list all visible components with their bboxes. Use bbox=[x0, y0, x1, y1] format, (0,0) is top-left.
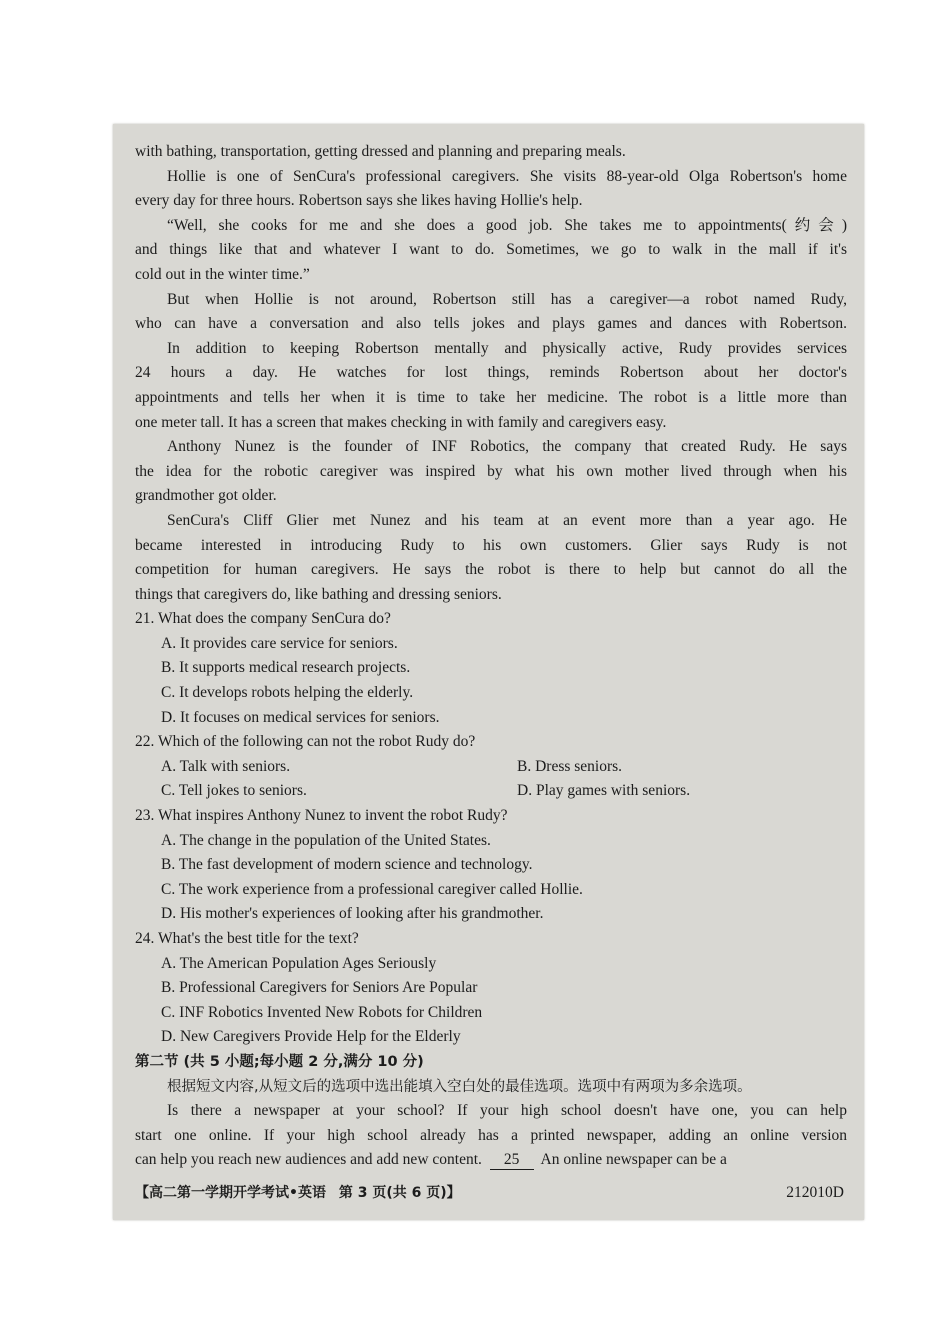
answer-option: B. It supports medical research projects. bbox=[161, 659, 411, 677]
option-row bbox=[135, 779, 847, 804]
answer-option: C. Tell jokes to seniors. bbox=[161, 782, 307, 800]
exam-page bbox=[113, 124, 864, 1220]
passage-line: things that caregivers do, like bathing and dressing seniors. bbox=[135, 585, 502, 603]
section-two-heading: 第二节 (共 5 小题;每小题 2 分,满分 10 分) bbox=[135, 1053, 424, 1070]
passage-line: Anthony Nunez is the founder of INF Robotics, the company that created Rudy. He says bbox=[167, 438, 847, 456]
answer-option: B. Professional Caregivers for Seniors Are Popular bbox=[161, 979, 478, 997]
passage-line: Hollie is one of SenCura's professional caregivers. She visits 88-year-old Olga Robertson's home bbox=[167, 167, 847, 185]
cloze-line-1: Is there a newspaper at your school? If your high school doesn't have one, you can help bbox=[167, 1102, 847, 1120]
blank-25: 25 bbox=[490, 1151, 534, 1170]
cloze-line-3-text: can help you reach new audiences and add new content. bbox=[135, 1151, 482, 1169]
cloze-line-3 bbox=[135, 1148, 847, 1173]
passage-line: the idea for the robotic caregiver was inspired by what his own mother lived through when his bbox=[135, 462, 847, 480]
footer-page-number: 第 3 页(共 6 页)】 bbox=[338, 1185, 461, 1201]
answer-option: A. It provides care service for seniors. bbox=[161, 634, 398, 652]
page-content bbox=[135, 140, 847, 1173]
page-footer bbox=[135, 1180, 844, 1206]
answer-option: D. Play games with seniors. bbox=[517, 782, 691, 800]
answer-option: D. It focuses on medical services for seniors. bbox=[161, 708, 440, 726]
answer-option: C. INF Robotics Invented New Robots for Children bbox=[161, 1003, 483, 1021]
passage-line: and things like that and whatever I want to do. Sometimes, we go to walk in the mall if it's bbox=[135, 241, 847, 259]
passage-line: “Well, she cooks for me and she does a good job. She takes me to appointments(约会) bbox=[167, 216, 847, 234]
question-stem: 23. What inspires Anthony Nunez to invent the robot Rudy? bbox=[135, 807, 508, 825]
section-two bbox=[135, 1050, 847, 1173]
cloze-line-2: start one online. If your high school already has a printed newspaper, adding an online version bbox=[135, 1126, 847, 1144]
question-block bbox=[135, 927, 847, 1050]
question-block bbox=[135, 730, 847, 804]
cloze-line-3-rest: An online newspaper can be a bbox=[540, 1151, 727, 1169]
passage-line: cold out in the winter time.” bbox=[135, 265, 310, 283]
passage-line: competition for human caregivers. He says the robot is there to help but cannot do all the bbox=[135, 561, 847, 579]
passage-line: one meter tall. It has a screen that makes checking in with family and caregivers easy. bbox=[135, 413, 667, 431]
question-stem: 24. What's the best title for the text? bbox=[135, 930, 359, 947]
answer-option: A. Talk with seniors. bbox=[161, 757, 291, 775]
answer-option: B. The fast development of modern science and technology. bbox=[161, 856, 533, 874]
passage-line: became interested in introducing Rudy to his own customers. Glier says Rudy is not bbox=[135, 536, 847, 554]
question-block bbox=[135, 804, 847, 927]
passage-line: appointments and tells her when it is time to take her medicine. The robot is a little more than bbox=[135, 388, 847, 406]
passage-line: 24 hours a day. He watches for lost things, reminds Robertson about her doctor's bbox=[135, 364, 847, 382]
answer-option: A. The American Population Ages Seriously bbox=[161, 954, 437, 972]
answer-option: C. It develops robots helping the elderly. bbox=[161, 684, 414, 702]
section-two-instruction: 根据短文内容,从短文后的选项中选出能填入空白处的最佳选项。选项中有两项为多余选项。 bbox=[167, 1078, 752, 1095]
question-stem: 22. Which of the following can not the robot Rudy do? bbox=[135, 733, 476, 751]
answer-option: A. The change in the population of the United States. bbox=[161, 831, 491, 849]
option-row bbox=[135, 755, 847, 780]
question-list bbox=[135, 607, 847, 1050]
passage-line: grandmother got older. bbox=[135, 487, 277, 505]
passage-line: with bathing, transportation, getting dressed and planning and preparing meals. bbox=[135, 143, 626, 160]
passage-line: In addition to keeping Robertson mentally and physically active, Rudy provides services bbox=[167, 339, 847, 357]
answer-option: B. Dress seniors. bbox=[517, 757, 623, 775]
passage-line: every day for three hours. Robertson says she likes having Hollie's help. bbox=[135, 192, 583, 210]
reading-passage bbox=[135, 140, 847, 607]
passage-line: SenCura's Cliff Glier met Nunez and his team at an event more than a year ago. He bbox=[167, 511, 847, 529]
footer-exam-label: 【高二第一学期开学考试•英语 bbox=[135, 1185, 326, 1201]
footer-paper-code: 212010D bbox=[786, 1184, 844, 1201]
passage-line: who can have a conversation and also tells jokes and plays games and dances with Robertson. bbox=[135, 315, 847, 333]
answer-option: C. The work experience from a professional caregiver called Hollie. bbox=[161, 880, 583, 898]
answer-option: D. His mother's experiences of looking after his grandmother. bbox=[161, 905, 544, 923]
question-stem: 21. What does the company SenCura do? bbox=[135, 610, 391, 628]
passage-line: But when Hollie is not around, Robertson still has a caregiver—a robot named Rudy, bbox=[167, 290, 847, 308]
question-block bbox=[135, 607, 847, 730]
answer-option: D. New Caregivers Provide Help for the Elderly bbox=[161, 1028, 461, 1046]
